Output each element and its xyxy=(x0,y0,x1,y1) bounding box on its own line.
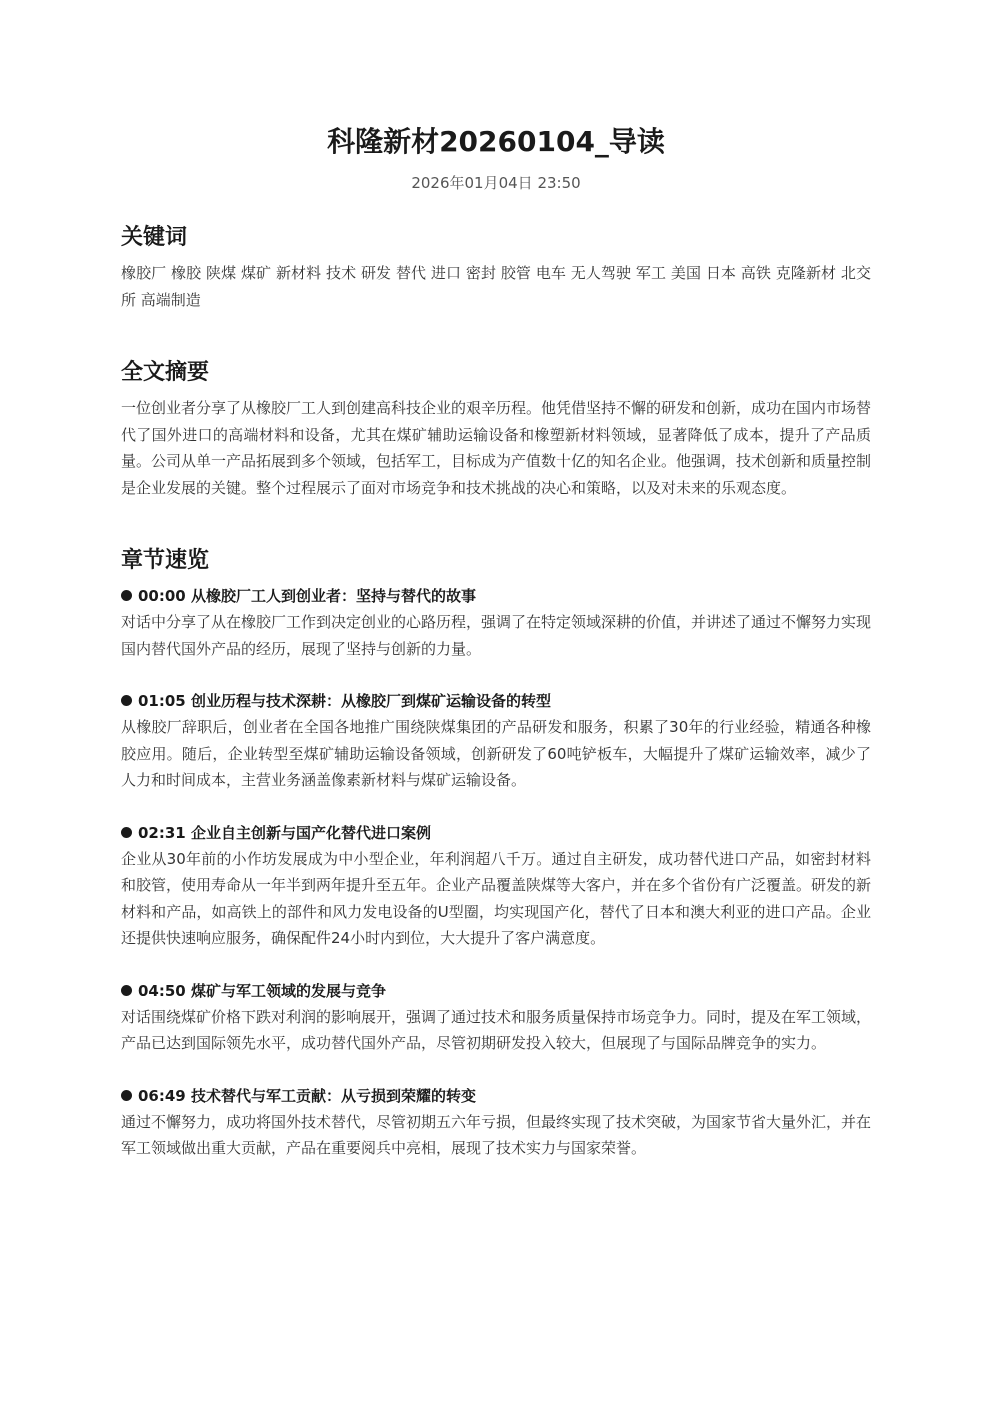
chapters-heading: 章节速览 xyxy=(121,548,210,573)
document-title: 科隆新材20260104_导读 xyxy=(327,125,665,158)
chapter-text: 从橡胶厂辞职后，创业者在全国各地推广围绕陕煤集团的产品研发和服务，积累了30年的行业经验，精通各种橡胶应用。随后，企业转型至煤矿辅助运输设备领域，创新研发了60吨铲板车，大幅提升了煤矿运输效率，减少了人力和时间成本，主营业务涵盖像素新材料与煤矿运输设备。 xyxy=(121,718,871,789)
document-date: 2026年01月04日 23:50 xyxy=(411,174,581,192)
chapters-section xyxy=(121,545,871,1162)
chapter-heading xyxy=(121,688,871,714)
chapter-title: 企业自主创新与国产化替代进口案例 xyxy=(190,823,431,842)
chapter-time: 06:49 xyxy=(138,1086,186,1105)
chapter-item xyxy=(121,1083,871,1162)
chapter-title: 技术替代与军工贡献：从亏损到荣耀的转变 xyxy=(190,1086,476,1105)
chapter-text: 对话中分享了从在橡胶厂工作到决定创业的心路历程，强调了在特定领域深耕的价值，并讲述了通过不懈努力实现国内替代国外产品的经历，展现了坚持与创新的力量。 xyxy=(121,613,872,658)
chapter-heading xyxy=(121,820,871,846)
chapter-time: 01:05 xyxy=(138,692,186,710)
bullet-icon xyxy=(121,827,132,838)
bullet-icon xyxy=(121,590,132,601)
chapter-item xyxy=(121,820,871,952)
bullet-icon xyxy=(121,985,132,996)
chapter-text: 通过不懈努力，成功将国外技术替代，尽管初期五六年亏损，但最终实现了技术突破，为国家节省大量外汇，并在军工领域做出重大贡献，产品在重要阅兵中亮相，展现了技术实力与国家荣誉。 xyxy=(121,1112,872,1157)
chapter-text: 企业从30年前的小作坊发展成为中小型企业，年利润超八千万。通过自主研发，成功替代进口产品，如密封材料和胶管，使用寿命从一年半到两年提升至五年。企业产品覆盖陕煤等大客户，并在多个省份有广泛覆盖。研发的新材料和产品，如高铁上的部件和风力发电设备的U型圈，均实现国产化，替代了日本和澳大利亚的进口产品。企业还提供快速响应服务，确保配件24小时内到位，大大提升了客户满意度。 xyxy=(121,849,872,947)
bullet-icon xyxy=(121,695,132,706)
chapter-time: 04:50 xyxy=(138,981,186,1000)
chapter-time: 00:00 xyxy=(138,587,186,605)
chapter-title: 煤矿与军工领域的发展与竞争 xyxy=(190,981,386,1000)
chapter-item xyxy=(121,688,871,794)
chapter-item xyxy=(121,978,871,1057)
chapter-title: 从橡胶厂工人到创业者：坚持与替代的故事 xyxy=(190,587,476,605)
summary-section xyxy=(121,357,871,501)
keywords-heading: 关键词 xyxy=(121,225,188,250)
chapter-heading xyxy=(121,583,871,609)
bullet-icon xyxy=(121,1090,132,1101)
keywords-text: 橡胶厂 橡胶 陕煤 煤矿 新材料 技术 研发 替代 进口 密封 胶管 电车 无人驾驶 军工 美国 日本 高铁 克隆新材 北交所 高端制造 xyxy=(121,264,871,309)
keywords-section xyxy=(121,222,871,313)
chapter-title: 创业历程与技术深耕：从橡胶厂到煤矿运输设备的转型 xyxy=(190,692,551,710)
summary-text: 一位创业者分享了从橡胶厂工人到创建高科技企业的艰辛历程。他凭借坚持不懈的研发和创新，成功在国内市场替代了国外进口的高端材料和设备，尤其在煤矿辅助运输设备和橡塑新材料领域，显著降低了成本，提升了产品质量。公司从单一产品拓展到多个领域，包括军工，目标成为产值数十亿的知名企业。他强调，技术创新和质量控制是企业发展的关键。整个过程展示了面对市场竞争和技术挑战的决心和策略，以及对未来的乐观态度。 xyxy=(121,399,872,497)
chapter-text: 对话围绕煤矿价格下跌对利润的影响展开，强调了通过技术和服务质量保持市场竞争力。同时，提及在军工领域，产品已达到国际领先水平，成功替代国外产品，尽管初期研发投入较大，但展现了与国际品牌竞争的实力。 xyxy=(121,1007,872,1052)
summary-heading: 全文摘要 xyxy=(121,360,210,385)
chapter-heading xyxy=(121,1083,871,1109)
chapter-time: 02:31 xyxy=(138,823,186,842)
chapter-heading xyxy=(121,978,871,1004)
chapter-item xyxy=(121,583,871,662)
